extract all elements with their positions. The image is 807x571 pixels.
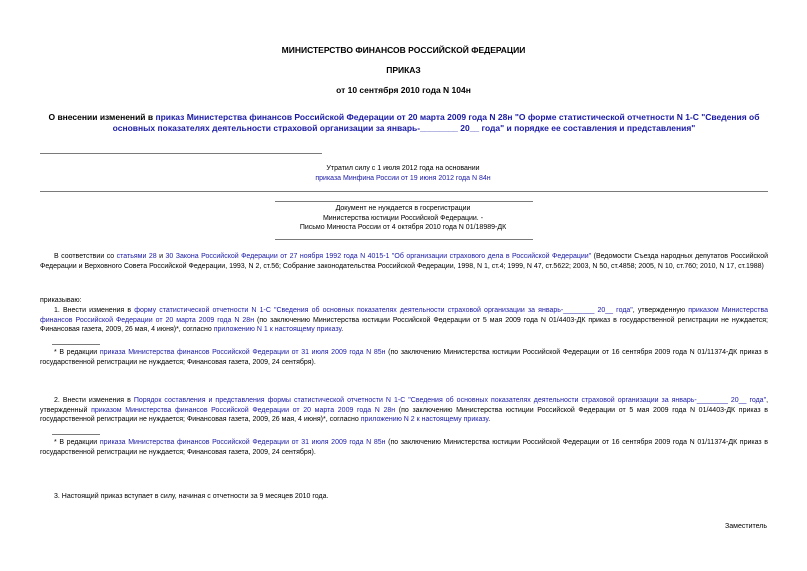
- item-text: .: [341, 326, 344, 334]
- date-number-heading: от 10 сентября 2010 года N 104н: [336, 85, 471, 95]
- divider: [40, 191, 768, 192]
- footnote-1: [40, 348, 768, 367]
- item-1-paragraph: [40, 306, 768, 335]
- divider: [275, 201, 533, 202]
- item-text: (по заключению Министерства юстиции Российской Федерации от 5 мая 2009 года N 01/4403-ДК приказ в государственной регистрации не нуждается; Финансовая газета, 2009, 26 мая, 4 июня)*, согласно: [40, 406, 768, 424]
- document-title: [40, 112, 768, 134]
- footnote-text: (по заключению Министерства юстиции Российской Федерации от 16 сентября 2009 года N 01/11374-ДК приказ в государственной регистрации не нуждается; Финансовая газета, 2009, 24 сентября).: [40, 439, 768, 456]
- status-note: [228, 164, 578, 183]
- order-85n-link[interactable]: приказа Министерства финансов Российской Федерации от 31 июля 2009 года N 85н: [99, 439, 386, 446]
- order-28n-link[interactable]: приказом Министерства финансов Российской Федерации от 20 марта 2009 года N 28н: [91, 406, 396, 414]
- article-28-link[interactable]: статьями 28: [116, 253, 157, 260]
- appendix-1-link[interactable]: приложению N 1 к настоящему приказу: [213, 326, 342, 334]
- form-1c-link[interactable]: форму статистической отчетности N 1-С "Сведения об основных показателях деятельности страховой организации за январь-________ 20__ года": [134, 307, 633, 314]
- title-link[interactable]: приказ Министерства финансов Российской Федерации от 20 марта 2009 года N 28н "О форме статистической отчетности N 1-С "Сведения об основных показателях деятельности страховой организации за январь-________ 20__ года" и порядке ее составления и представления": [112, 112, 760, 133]
- procedure-1c-link[interactable]: Порядок составления и представления формы статистической отчетности N 1-С "Сведения об основных показателях деятельности страховой организации за январь-________ 20__ года": [133, 397, 767, 404]
- item-text: 2. Внести изменения в: [54, 397, 134, 404]
- item-text: (по заключению Министерства юстиции Российской Федерации от 5 мая 2009 года N 01/4403-ДК приказ в государственной регистрации не нуждается; Финансовая газета, 2009, 26 мая, 4 июня)*, согласно: [40, 316, 768, 334]
- divider: [275, 239, 533, 240]
- registration-line: Письмо Минюста России от 4 октября 2010 года N 01/18989-ДК: [299, 224, 507, 232]
- footnote-text: (по заключению Министерства юстиции Российской Федерации от 16 сентября 2009 года N 01/11374-ДК приказ в государственной регистрации не нуждается; Финансовая газета, 2009, 24 сентября).: [40, 349, 768, 366]
- preamble-text: (Ведомости Съезда народных депутатов Российской Федерации и Верховного Совета Российской Федерации, 1993, N 2, ст.56; Собрание законодательства Российской Федерации, 1998, N 1, ст.4; 1999, N 47, ст.5622; 2003, N 50, ст.4858; 2005, N 10, ст.760; 2010, N 17, ст.1988): [40, 253, 769, 270]
- title-prefix: О внесении изменений в: [48, 112, 156, 122]
- registration-line: Документ не нуждается в госрегистрации: [335, 205, 471, 212]
- order-85n-link[interactable]: приказа Министерства финансов Российской Федерации от 31 июля 2009 года N 85н: [99, 349, 386, 356]
- footnote-text: * В редакции: [54, 439, 100, 446]
- item-text: .: [488, 416, 491, 424]
- doc-type-heading: ПРИКАЗ: [386, 65, 421, 75]
- status-note-text: Утратил силу с 1 июля 2012 года на основании: [326, 165, 480, 172]
- divider: [40, 153, 322, 154]
- status-note-link[interactable]: приказа Минфина России от 19 июня 2012 года N 84н: [315, 174, 491, 182]
- ministry-heading: МИНИСТЕРСТВО ФИНАНСОВ РОССИЙСКОЙ ФЕДЕРАЦИИ: [281, 45, 526, 55]
- preamble-text: В соответствии со: [54, 253, 117, 260]
- footnote-text: * В редакции: [54, 349, 100, 356]
- footnote-2: [40, 438, 768, 457]
- item-2-paragraph: [40, 396, 768, 425]
- preamble-text: и: [156, 253, 166, 260]
- item-text: , утвержденную: [632, 307, 689, 314]
- item-text: 1. Внести изменения в: [54, 307, 135, 314]
- law-4015-1-link[interactable]: 30 Закона Российской Федерации от 27 ноября 1992 года N 4015-1 "Об организации страхового дела в Российской Федерации": [165, 253, 592, 260]
- item-3-paragraph: 3. Настоящий приказ вступает в силу, начиная с отчетности за 9 месяцев 2010 года.: [54, 493, 329, 500]
- order-28n-link[interactable]: приказом Министерства финансов Российской Федерации от 20 марта 2009 года N 28н: [40, 307, 768, 324]
- order-word: приказываю:: [40, 297, 82, 304]
- registration-line: Министерства юстиции Российской Федерации. -: [322, 214, 484, 222]
- signature-position: Заместитель: [725, 523, 767, 530]
- registration-note: [228, 204, 578, 233]
- preamble-paragraph: [40, 252, 768, 271]
- footnote-divider: [52, 434, 100, 435]
- item-text: , утвержденный: [40, 397, 769, 414]
- footnote-divider: [52, 344, 100, 345]
- appendix-2-link[interactable]: приложению N 2 к настоящему приказу: [360, 416, 489, 424]
